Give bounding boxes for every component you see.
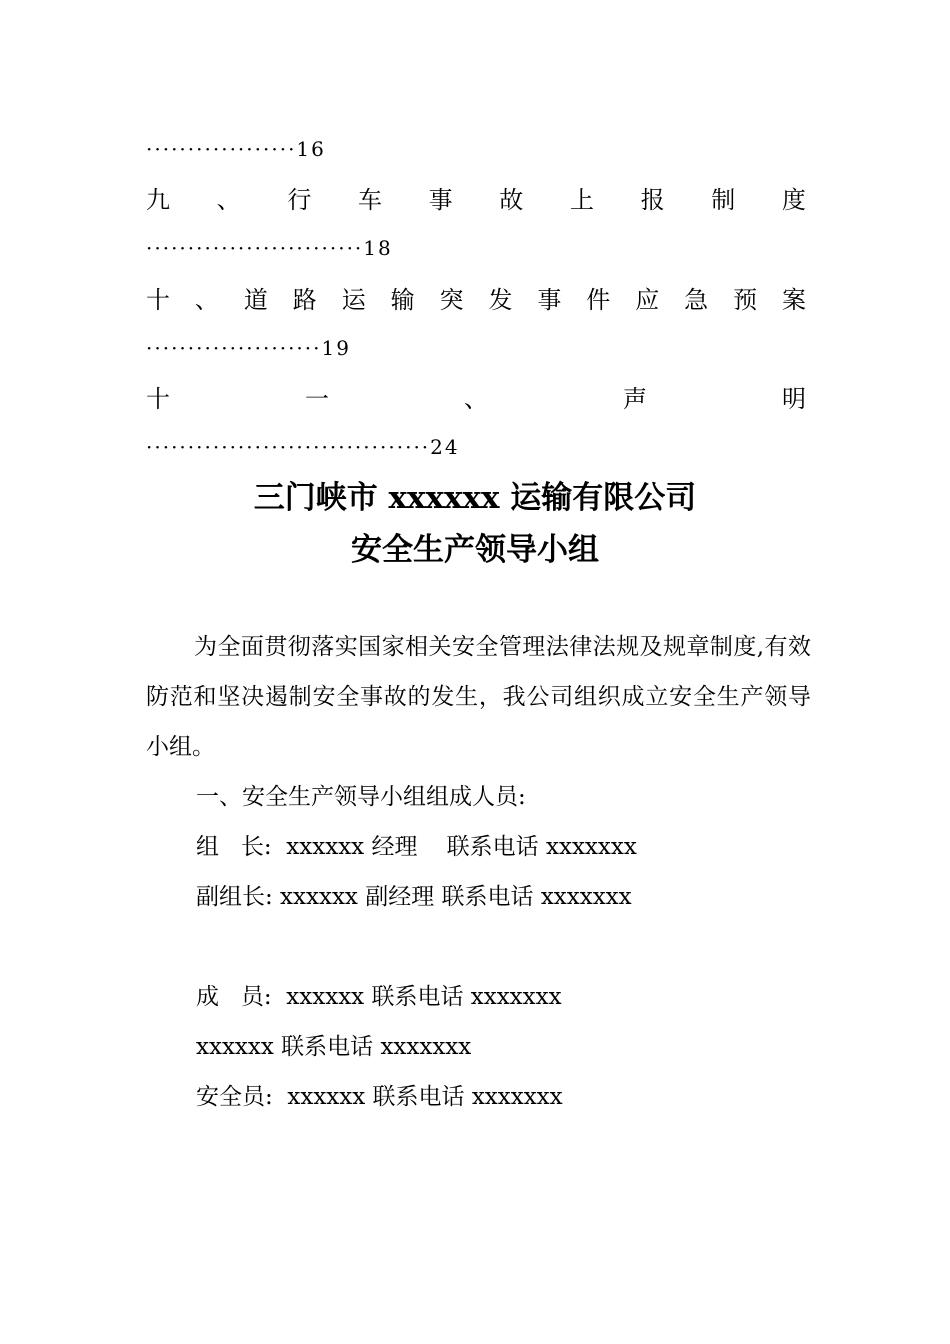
toc-char: 、 [194, 286, 219, 314]
intro-paragraph: 为全面贯彻落实国家相关安全管理法律法规及规章制度,有效防范和坚决遏制安全事故的发生，我公司组织成立安全生产领导小组。 [146, 634, 811, 760]
toc-char: 明 [782, 385, 806, 413]
toc-char: 、 [216, 186, 241, 214]
toc-char: 急 [684, 286, 709, 314]
company-title: 三门峡市 xxxxxx 运输有限公司 [253, 480, 697, 516]
toc-leader-dots: ··························18 [146, 236, 393, 260]
toc-leader-dots: ··················16 [146, 137, 326, 161]
toc-char: 车 [357, 186, 382, 214]
toc-char: 件 [586, 286, 611, 314]
toc-char: 输 [390, 286, 415, 314]
deputy-leader-line: 副组长: xxxxxx 副经理 联系电话 xxxxxxx [196, 884, 632, 910]
safety-officer-line: 安全员: xxxxxx 联系电话 xxxxxxx [196, 1084, 563, 1110]
toc-char: 十 [146, 286, 170, 314]
toc-char: 运 [341, 286, 366, 314]
toc-char: 制 [711, 186, 736, 214]
toc-char: 度 [781, 186, 806, 214]
toc-char: 事 [537, 286, 562, 314]
member-line: xxxxxx 联系电话 xxxxxxx [196, 1034, 472, 1060]
toc-char: 案 [781, 286, 806, 314]
toc-entry-title [146, 385, 806, 413]
toc-char: 、 [464, 385, 488, 413]
toc-char: 预 [733, 286, 758, 314]
toc-char: 报 [640, 186, 665, 214]
toc-char: 突 [439, 286, 464, 314]
member-line: 成 员: xxxxxx 联系电话 xxxxxxx [196, 984, 562, 1010]
toc-char: 事 [428, 186, 453, 214]
toc-leader-dots: ··································24 [146, 435, 460, 459]
toc-char: 应 [635, 286, 660, 314]
toc-char: 故 [499, 186, 524, 214]
toc-leader-dots: ·····················19 [146, 336, 351, 360]
toc-entry-title [146, 286, 806, 314]
toc-char: 九 [146, 186, 170, 214]
section-heading: 一、安全生产领导小组组成人员: [196, 784, 526, 810]
leader-line: 组 长: xxxxxx 经理 联系电话 xxxxxxx [196, 834, 637, 860]
group-title: 安全生产领导小组 [351, 532, 599, 568]
toc-char: 一 [305, 385, 329, 413]
toc-char: 路 [292, 286, 317, 314]
toc-char: 声 [623, 385, 647, 413]
toc-char: 发 [488, 286, 513, 314]
toc-char: 行 [287, 186, 312, 214]
toc-char: 上 [569, 186, 594, 214]
toc-char: 道 [243, 286, 268, 314]
toc-entry-title [146, 186, 806, 214]
toc-char: 十 [146, 385, 170, 413]
